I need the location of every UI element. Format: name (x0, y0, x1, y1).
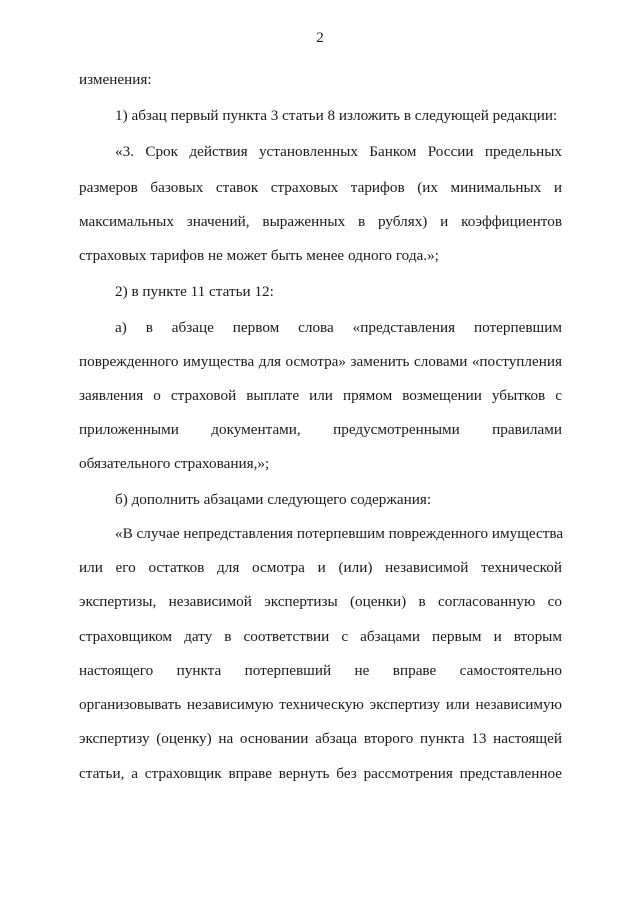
text-line-quote-start: «3. Срок действия установленных Банком России предельных (115, 143, 562, 160)
text-line-item-1: 1) абзац первый пункта 3 статьи 8 изложить в следующей редакции: (115, 107, 558, 124)
text-line: заявления о страховой выплате или прямом возмещении убытков с (79, 387, 562, 404)
text-line-continuation: изменения: (79, 71, 152, 88)
text-line: настоящего пункта потерпевший не вправе самостоятельно (79, 662, 562, 679)
text-line: обязательного страхования,»; (79, 455, 270, 472)
text-line: статьи, а страховщик вправе вернуть без рассмотрения представленное (79, 765, 562, 782)
text-line: или его остатков для осмотра и (или) независимой технической (79, 559, 562, 576)
text-line-item-2: 2) в пункте 11 статьи 12: (115, 283, 274, 300)
text-line: размеров базовых ставок страховых тарифов (их минимальных и (79, 179, 562, 196)
text-line: поврежденного имущества для осмотра» заменить словами «поступления (79, 353, 562, 370)
text-line-quote-end: страховых тарифов не может быть менее одного года.»; (79, 247, 439, 264)
text-line: экспертизы, независимой экспертизы (оценки) в согласованную со (79, 593, 562, 610)
text-line-subitem-b: б) дополнить абзацами следующего содержания: (115, 491, 432, 508)
text-line: организовывать независимую техническую экспертизу или независимую (79, 696, 562, 713)
text-line: приложенными документами, предусмотренными правилами (79, 421, 562, 438)
text-line-quote-start: «В случае непредставления потерпевшим поврежденного имущества (115, 525, 564, 542)
text-line-subitem-a: а) в абзаце первом слова «представления потерпевшим (115, 319, 562, 336)
page-number: 2 (316, 30, 324, 46)
text-line: максимальных значений, выраженных в рублях) и коэффициентов (79, 213, 562, 230)
text-line: экспертизу (оценку) на основании абзаца второго пункта 13 настоящей (79, 730, 562, 747)
text-line: страховщиком дату в соответствии с абзацами первым и вторым (79, 628, 562, 645)
